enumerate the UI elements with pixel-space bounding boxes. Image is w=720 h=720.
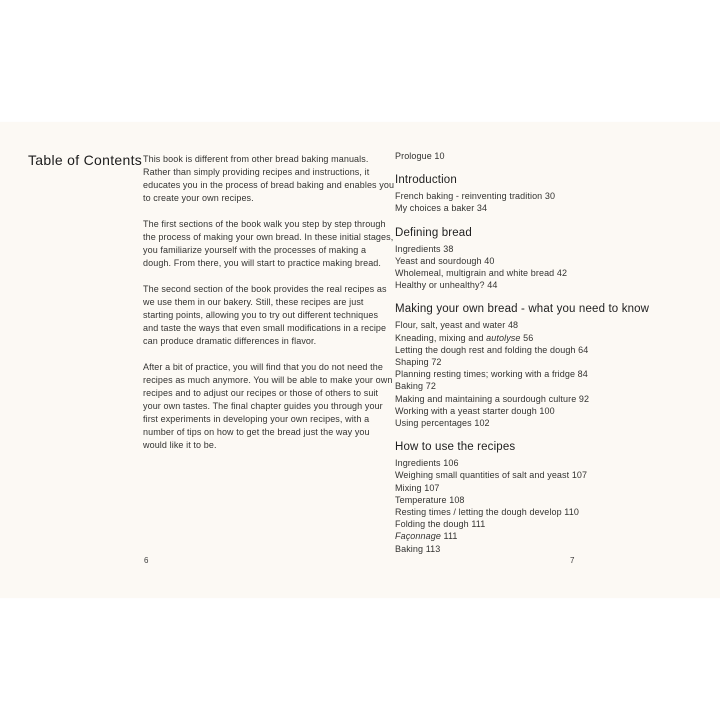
toc-entry: Resting times / letting the dough develop 110: [395, 507, 579, 518]
toc-entry: Healthy or unhealthy? 44: [395, 280, 498, 291]
toc-paragraph: After a bit of practice, you will find that you do not need the recipes as much anymore. You will be able to make your own recipes and to adjust our recipes or those of others to suit your own tastes. The final chapter guides you through your first experiments in developing your own recipes, with a number of tips on how to get the bread just the way you would like it to be.: [143, 362, 393, 450]
toc-entry: Baking 72: [395, 381, 436, 392]
toc-entry: Baking 113: [395, 543, 441, 554]
toc-paragraph: This book is different from other bread baking manuals. Rather than simply providing recipes and instructions, it educates you in the process of bread baking and enables you to create your own recipes.: [143, 154, 395, 203]
toc-entry: Yeast and sourdough 40: [395, 255, 495, 266]
toc-entry: Ingredients 38: [395, 243, 454, 254]
page-title: Table of Contents: [28, 152, 143, 168]
toc-sections: [395, 173, 695, 555]
toc-entry: Folding the dough 111: [395, 519, 486, 530]
toc-entry: Using percentages 102: [395, 418, 490, 429]
right-page-number: 7: [570, 556, 575, 565]
book-spread: [0, 122, 720, 598]
toc-entry: Weighing small quantities of salt and yeast 107: [395, 470, 588, 481]
toc-entry: Wholemeal, multigrain and white bread 42: [395, 268, 568, 279]
section-heading: Defining bread: [395, 226, 472, 239]
toc-entry: Kneading, mixing and autolyse 56: [395, 332, 534, 343]
left-page-number: 6: [144, 556, 149, 565]
toc-entry: Mixing 107: [395, 482, 440, 493]
section-heading: How to use the recipes: [395, 441, 516, 454]
toc-entry: Temperature 108: [395, 494, 465, 505]
toc-entry: Ingredients 106: [395, 458, 459, 469]
toc-entry: Planning resting times; working with a fridge 84: [395, 369, 588, 380]
toc-entry: French baking - reinventing tradition 30: [395, 191, 556, 202]
toc-paragraph: The second section of the book provides the real recipes as we use them in our bakery. Still, these recipes are just starting points, allowing you to try out different techniques and taste the ways that even small modifications in a recipe can produce dramatic differences in flavor.: [143, 284, 387, 346]
toc-entry: Flour, salt, yeast and water 48: [395, 320, 519, 331]
toc-paragraph: The first sections of the book walk you step by step through the process of making your own bread. In these initial stages, you familiarize yourself with the processes of making a dough. From there, you will start to practice making bread.: [143, 219, 394, 268]
toc-paragraphs: [143, 153, 395, 465]
toc-entry: Making and maintaining a sourdough culture 92: [395, 393, 590, 404]
toc-entry: Letting the dough rest and folding the dough 64: [395, 344, 589, 355]
toc-entry: Façonnage 111: [395, 531, 458, 542]
section-heading: Making your own bread - what you need to know: [395, 303, 650, 316]
toc-entry: Shaping 72: [395, 357, 442, 368]
toc-entry: My choices a baker 34: [395, 203, 488, 214]
toc-list: [395, 150, 695, 555]
toc-entry: Working with a yeast starter dough 100: [395, 405, 555, 416]
section-heading: Introduction: [395, 174, 457, 187]
toc-entry-prologue: Prologue 10: [395, 151, 445, 161]
